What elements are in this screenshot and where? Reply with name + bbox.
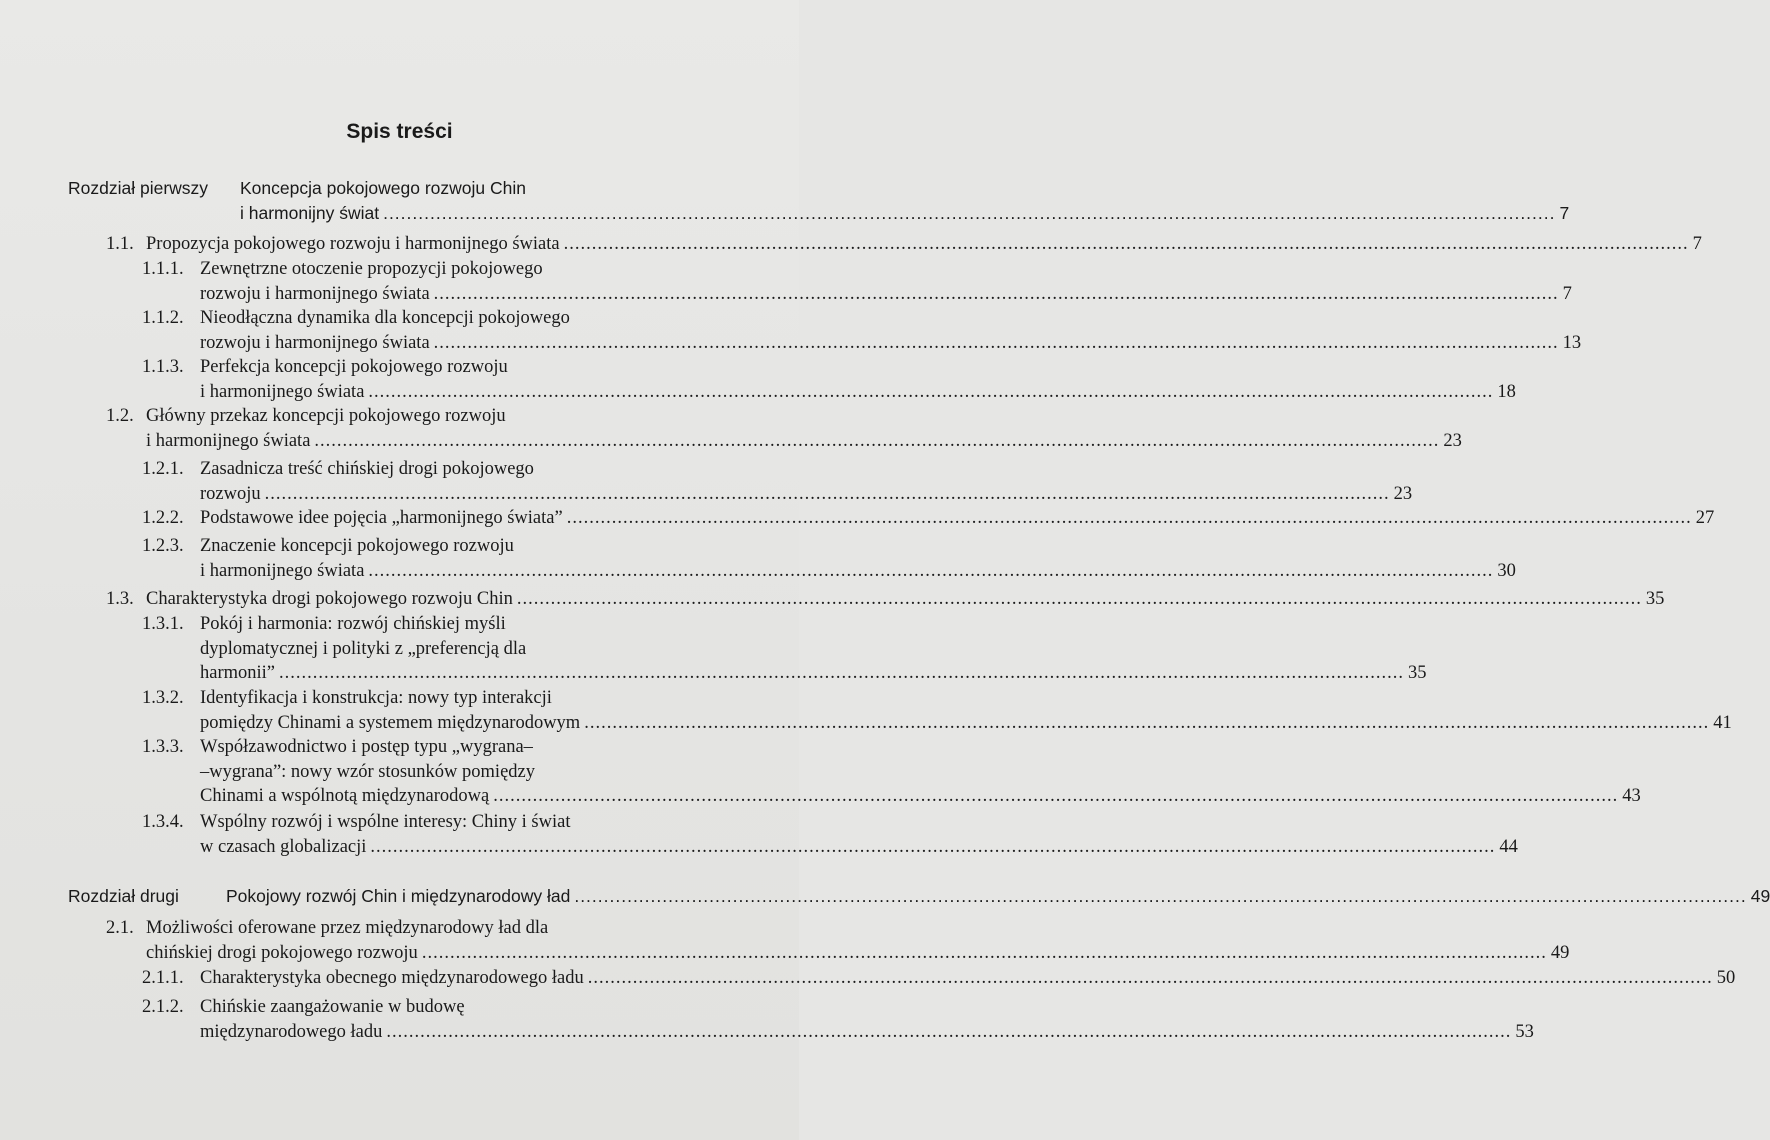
page-number: 50 <box>1716 968 1736 988</box>
toc-entry-line <box>200 966 1736 990</box>
dotted-leader-row <box>200 506 1715 530</box>
dot-leader: ........................................................................................................................................................................................................ <box>368 381 1494 402</box>
dotted-leader-row <box>240 201 1570 225</box>
dotted-leader-row <box>146 941 1570 965</box>
entry-number: 1.3.2. <box>142 688 184 708</box>
entry-text: Charakterystyka drogi pokojowego rozwoju Chin <box>146 589 513 609</box>
toc-entry-line <box>200 711 1732 735</box>
entry-text: rozwoju i harmonijnego świata <box>200 332 430 353</box>
entry-text: międzynarodowego ładu <box>200 1021 383 1042</box>
entry-number: 1.2.2. <box>142 508 184 528</box>
toc-entry-line: Wspólny rozwój i wspólne interesy: Chiny i świat <box>200 812 571 832</box>
entry-text: chińskiej drogi pokojowego rozwoju <box>146 942 418 963</box>
toc-entry-line <box>146 941 1570 965</box>
dotted-leader-row <box>200 711 1732 735</box>
toc-entry-line: Zewnętrzne otoczenie propozycji pokojowego <box>200 259 543 279</box>
page-number: 7 <box>1562 283 1572 304</box>
entry-text: pomiędzy Chinami a systemem międzynarodowym <box>200 712 581 733</box>
dotted-leader-row <box>200 784 1641 808</box>
entry-text: i harmonijnego świata <box>146 430 311 451</box>
toc-entry-line: Współzawodnictwo i postęp typu „wygrana– <box>200 737 533 757</box>
toc-entry-line <box>200 380 1516 404</box>
toc-entry-line: Znaczenie koncepcji pokojowego rozwoju <box>200 536 514 556</box>
dotted-leader-row <box>200 661 1427 685</box>
dot-leader: ........................................................................................................................................................................................................ <box>587 968 1713 988</box>
entry-number: 1.2.1. <box>142 459 184 479</box>
entry-text: i harmonijnego świata <box>200 381 365 402</box>
toc-entry-line: Pokój i harmonia: rozwój chińskiej myśli <box>200 614 506 634</box>
dotted-leader-row <box>226 884 1770 908</box>
toc-entry-line: dyplomatycznej i polityki z „preferencją dla <box>200 638 527 659</box>
toc-entry-line: Chińskie zaangażowanie w budowę <box>200 997 465 1017</box>
toc-entry-line: –wygrana”: nowy wzór stosunków pomiędzy <box>200 761 535 782</box>
entry-text: Chinami a wspólnotą międzynarodową <box>200 786 490 806</box>
toc-entry-line <box>200 559 1516 583</box>
dot-leader: ........................................................................................................................................................................................................ <box>566 508 1692 528</box>
dot-leader: ........................................................................................................................................................................................................ <box>584 712 1710 733</box>
entry-text: Pokojowy rozwój Chin i międzynarodowy ład <box>226 886 571 906</box>
entry-text: rozwoju <box>200 483 261 504</box>
dotted-leader-row <box>146 232 1702 256</box>
dotted-leader-row <box>200 282 1572 306</box>
page-number: 27 <box>1695 508 1715 528</box>
entry-text: w czasach globalizacji <box>200 836 367 857</box>
page-number: 44 <box>1499 836 1518 857</box>
dotted-leader-row <box>200 559 1516 583</box>
toc-entry-line <box>200 1020 1534 1044</box>
entry-text: i harmonijny świat <box>240 202 380 223</box>
toc-entry-line: Możliwości oferowane przez międzynarodowy ład dla <box>146 918 549 938</box>
entry-number: 2.1. <box>106 918 134 938</box>
dotted-leader-row <box>200 331 1582 355</box>
dot-leader: ........................................................................................................................................................................................................ <box>279 663 1405 683</box>
page-number: 30 <box>1497 560 1516 581</box>
toc-entry-line <box>200 661 1427 685</box>
toc-entry-line <box>200 282 1572 306</box>
entry-number: 1.3. <box>106 589 134 609</box>
dot-leader: ........................................................................................................................................................................................................ <box>370 836 1496 857</box>
entry-number: 1.1.3. <box>142 357 184 377</box>
dotted-leader-row <box>200 380 1516 404</box>
dot-leader: ........................................................................................................................................................................................................ <box>368 560 1494 581</box>
page-number: 49 <box>1550 942 1570 963</box>
dot-leader: ........................................................................................................................................................................................................ <box>516 589 1642 609</box>
dot-leader: ........................................................................................................................................................................................................ <box>433 283 1559 304</box>
dotted-leader-row <box>200 482 1413 506</box>
toc-entry-line <box>146 587 1665 611</box>
toc-entry-line <box>146 232 1702 256</box>
page-number: 49 <box>1750 886 1770 906</box>
entry-text: rozwoju i harmonijnego świata <box>200 283 430 304</box>
toc-entry-line <box>200 482 1413 506</box>
chapter-title: Koncepcja pokojowego rozwoju Chin <box>240 178 527 198</box>
entry-number: 1.3.1. <box>142 614 184 634</box>
dot-leader: ........................................................................................................................................................................................................ <box>383 202 1556 223</box>
dotted-leader-row <box>146 587 1665 611</box>
chapter-title <box>226 884 1770 908</box>
page-number: 53 <box>1515 1021 1534 1042</box>
entry-number: 1.2.3. <box>142 536 184 556</box>
entry-number: 1.2. <box>106 406 134 426</box>
dot-leader: ........................................................................................................................................................................................................ <box>574 886 1747 906</box>
toc-entry-line <box>200 506 1715 530</box>
page-title: Spis treści <box>346 120 453 143</box>
toc-entry-line: Perfekcja koncepcji pokojowego rozwoju <box>200 357 508 377</box>
page-number: 35 <box>1645 589 1665 609</box>
page-number: 43 <box>1622 786 1641 806</box>
entry-number: 1.3.4. <box>142 812 184 832</box>
dot-leader: ........................................................................................................................................................................................................ <box>433 332 1559 353</box>
dotted-leader-row <box>200 1020 1534 1044</box>
page-number: 23 <box>1393 483 1413 504</box>
dot-leader: ........................................................................................................................................................................................................ <box>493 786 1619 806</box>
page-number: 23 <box>1443 430 1462 451</box>
toc-entry-line: Identyfikacja i konstrukcja: nowy typ interakcji <box>200 688 552 708</box>
entry-number: 1.1. <box>106 234 134 254</box>
entry-number: 1.1.2. <box>142 308 184 328</box>
page-number: 18 <box>1497 381 1516 402</box>
page-number: 13 <box>1562 332 1582 353</box>
toc-entry-line <box>146 429 1462 453</box>
entry-text: i harmonijnego świata <box>200 560 365 581</box>
page-number: 7 <box>1692 234 1702 254</box>
entry-number: 1.1.1. <box>142 259 184 279</box>
chapter-title-last-line <box>240 201 1570 225</box>
dotted-leader-row <box>200 835 1518 859</box>
dot-leader: ........................................................................................................................................................................................................ <box>264 483 1390 504</box>
page-number: 7 <box>1559 202 1570 223</box>
toc-entry-line: Zasadnicza treść chińskiej drogi pokojowego <box>200 459 534 479</box>
dot-leader: ........................................................................................................................................................................................................ <box>386 1021 1512 1042</box>
entry-number: 2.1.2. <box>142 997 184 1017</box>
toc-entry-line <box>200 835 1518 859</box>
dot-leader: ........................................................................................................................................................................................................ <box>314 430 1440 451</box>
dotted-leader-row <box>200 966 1736 990</box>
toc-entry-line: Nieodłączna dynamika dla koncepcji pokojowego <box>200 308 570 328</box>
page-number: 41 <box>1713 712 1732 733</box>
entry-number: 2.1.1. <box>142 968 184 988</box>
toc-entry-line <box>200 331 1582 355</box>
chapter-label: Rozdział pierwszy <box>68 178 209 198</box>
entry-number: 1.3.3. <box>142 737 184 757</box>
entry-text: Propozycja pokojowego rozwoju i harmonijnego świata <box>146 234 560 254</box>
toc-entry-line <box>200 784 1641 808</box>
dot-leader: ........................................................................................................................................................................................................ <box>421 942 1547 963</box>
entry-text: Charakterystyka obecnego międzynarodowego ładu <box>200 968 584 988</box>
entry-text: harmonii” <box>200 663 276 683</box>
dotted-leader-row <box>146 429 1462 453</box>
page-number: 35 <box>1408 663 1427 683</box>
chapter-label: Rozdział drugi <box>68 886 179 906</box>
dot-leader: ........................................................................................................................................................................................................ <box>563 234 1689 254</box>
toc-entry-line: Główny przekaz koncepcji pokojowego rozwoju <box>146 406 506 426</box>
entry-text: Podstawowe idee pojęcia „harmonijnego świata” <box>200 508 563 528</box>
